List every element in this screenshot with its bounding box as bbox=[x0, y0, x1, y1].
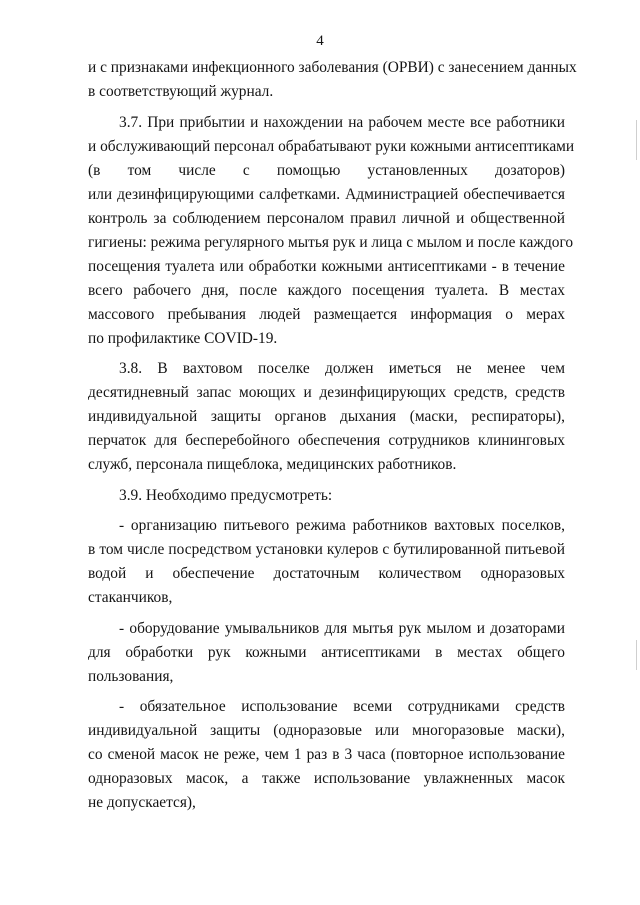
paragraph bbox=[88, 56, 577, 104]
text-line: стаканчиков, bbox=[88, 589, 173, 606]
text-line: в соответствующий журнал. bbox=[88, 83, 274, 100]
text-line: пользования, bbox=[88, 667, 174, 685]
text-line: - оборудование умывальников для мытья рук мылом и дозаторами bbox=[119, 619, 565, 637]
text-line: индивидуальной защиты (одноразовые или многоразовые маски), bbox=[88, 722, 565, 739]
document-body bbox=[88, 56, 577, 815]
text-line: всего рабочего дня, после каждого посещения туалета. В местах bbox=[88, 281, 565, 299]
paragraph bbox=[88, 514, 565, 610]
text-line: служб, персонала пищеблока, медицинских работников. bbox=[88, 456, 457, 473]
paragraph bbox=[88, 111, 575, 351]
paragraph bbox=[88, 484, 565, 508]
text-line: в том числе посредством установки кулеров с бутилированной питьевой bbox=[88, 541, 565, 558]
page-number: 4 bbox=[316, 33, 324, 49]
text-line: и обслуживающий персонал обрабатывают руки кожными антисептиками bbox=[88, 137, 575, 155]
scan-edge-mark bbox=[636, 640, 637, 670]
text-line: для обработки рук кожными антисептиками в местах общего bbox=[88, 643, 565, 661]
text-line: массового пребывания людей размещается информация о мерах bbox=[88, 305, 565, 323]
text-line: - обязательное использование всеми сотрудниками средств bbox=[119, 698, 565, 715]
text-line: одноразовых масок, а также использование увлажненных масок bbox=[88, 770, 565, 787]
text-line: и с признаками инфекционного заболевания (ОРВИ) с занесением данных bbox=[88, 59, 577, 76]
text-line: 3.7. При прибытии и нахождении на рабочем месте все работники bbox=[119, 113, 565, 131]
scan-edge-mark bbox=[636, 120, 637, 160]
text-line: контроль за соблюдением персоналом правил личной и общественной bbox=[88, 209, 565, 227]
text-line: (в том числе с помощью установленных дозаторов) bbox=[88, 161, 565, 179]
text-line: гигиены: режима регулярного мытья рук и лица с мылом и после каждого bbox=[88, 233, 574, 251]
paragraph bbox=[88, 695, 565, 815]
text-line: 3.9. Необходимо предусмотреть: bbox=[119, 486, 333, 504]
text-line: не допускается), bbox=[88, 794, 196, 811]
text-line: индивидуальной защиты органов дыхания (маски, респираторы), bbox=[88, 408, 565, 425]
text-line: по профилактике COVID-19. bbox=[88, 329, 278, 347]
text-line: 3.8. В вахтовом поселке должен иметься не менее чем bbox=[119, 360, 565, 377]
text-line: - организацию питьевого режима работников вахтовых поселков, bbox=[119, 517, 565, 534]
paragraph bbox=[88, 357, 565, 477]
text-line: или дезинфицирующими салфетками. Администрацией обеспечивается bbox=[88, 185, 565, 203]
paragraph bbox=[88, 617, 565, 689]
text-line: со сменой масок не реже, чем 1 раз в 3 часа (повторное использование bbox=[88, 746, 565, 763]
text-line: перчаток для бесперебойного обеспечения сотрудников клининговых bbox=[88, 432, 565, 449]
text-line: десятидневный запас моющих и дезинфицирующих средств, средств bbox=[88, 384, 565, 401]
text-line: водой и обеспечение достаточным количеством одноразовых bbox=[88, 565, 565, 582]
text-line: посещения туалета или обработки кожными антисептиками - в течение bbox=[88, 257, 565, 275]
